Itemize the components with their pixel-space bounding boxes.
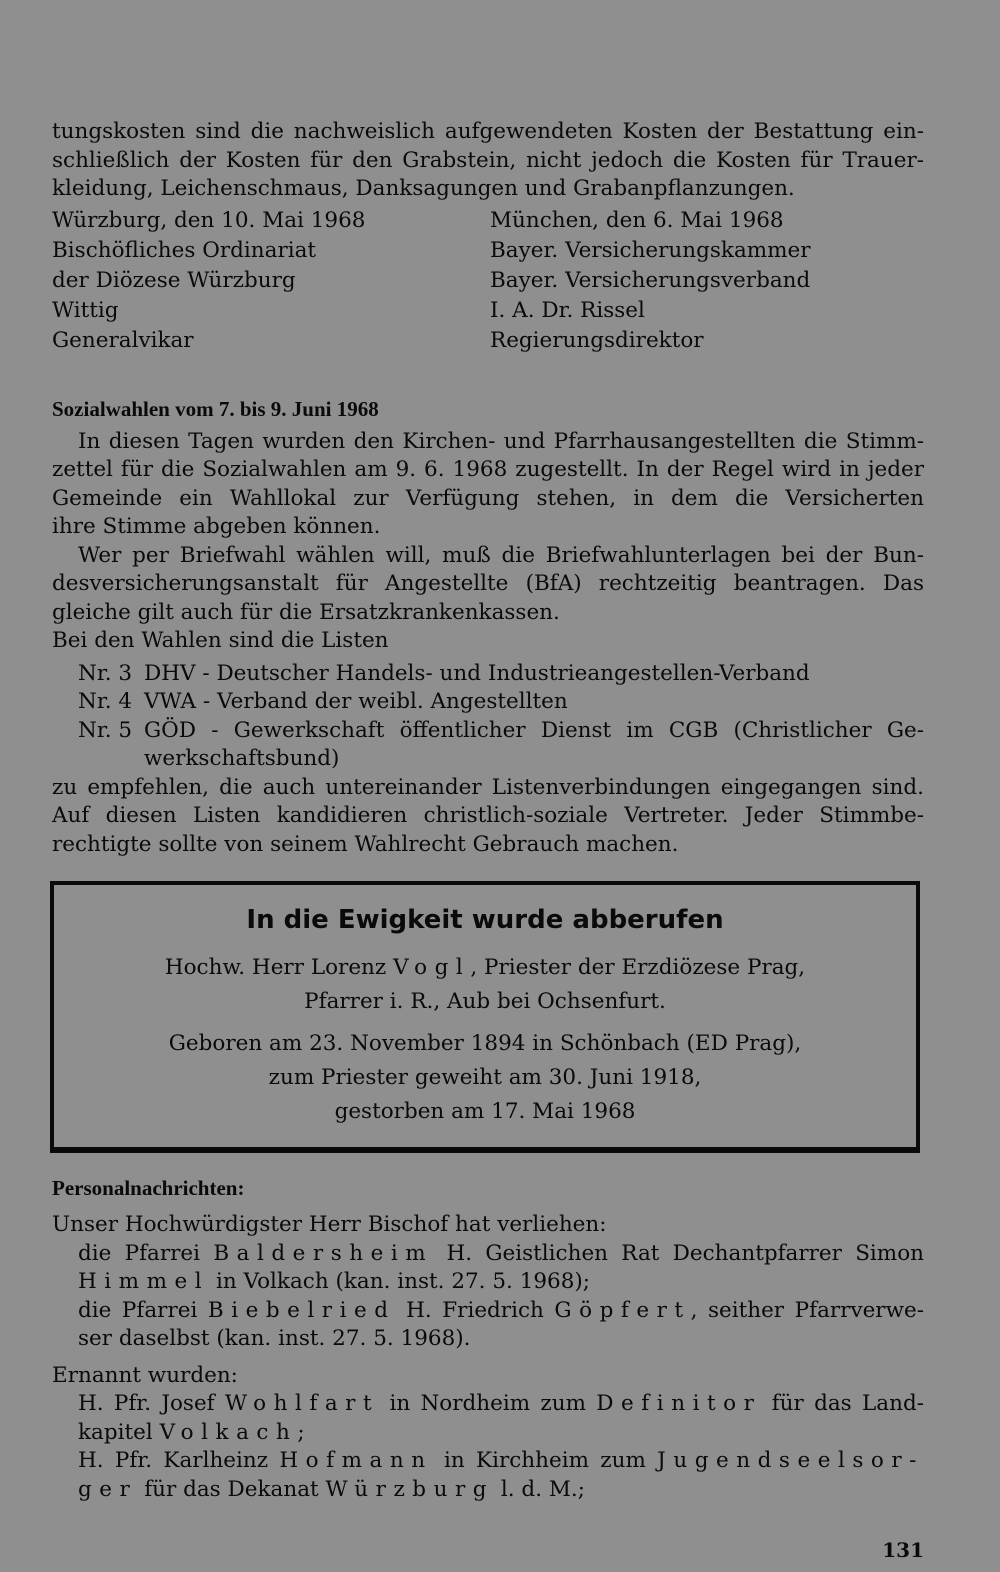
- list-item: [52, 660, 924, 689]
- signature-left-line: Bischöfliches Ordinariat: [52, 237, 317, 263]
- text-line: [78, 1419, 924, 1448]
- list-text: VWA - Verband der weibl. Angestellten: [144, 689, 568, 714]
- place-name: Biebelried: [207, 1297, 396, 1323]
- title-word: Definitor: [596, 1391, 762, 1416]
- obituary-line: Geboren am 23. November 1894 in Schönbach (ED Prag),: [168, 1031, 802, 1056]
- list-number: Nr. 4: [78, 689, 133, 714]
- text-line: [78, 1390, 924, 1419]
- title-word: ger: [78, 1476, 138, 1502]
- text-line: GÖD - Gewerkschaft öffentlicher Dienst im CGB (Christlicher Ge-: [144, 717, 924, 743]
- text-line: [78, 1447, 924, 1476]
- place-name: Baldersheim: [213, 1240, 434, 1266]
- sozialwahlen-closing: [52, 774, 924, 860]
- person-name: Himmel: [78, 1269, 210, 1294]
- text-line: desversicherungsanstalt für Angestellte (BfA) rechtzeitig beantragen. Das: [52, 571, 924, 596]
- list-text: DHV - Deutscher Handels- und Industrieangestellen-Verband: [144, 660, 810, 686]
- signature-left-line: Würzburg, den 10. Mai 1968: [52, 207, 366, 233]
- text: in Nordheim zum: [389, 1391, 586, 1416]
- text: H. Pfr. Karlheinz: [78, 1448, 269, 1473]
- text-line: schließlich der Kosten für den Grabstein, nicht jedoch die Kosten für Trauer-: [52, 147, 924, 173]
- text-line: gleiche gilt auch für die Ersatzkrankenkassen.: [52, 599, 560, 625]
- text-line: zettel für die Sozialwahlen am 9. 6. 1968 zugestellt. In der Regel wird in jeder: [52, 457, 924, 482]
- text: H. Pfr. Josef: [78, 1391, 215, 1416]
- text: die Pfarrei: [78, 1240, 201, 1266]
- signature-right-line: München, den 6. Mai 1968: [490, 207, 784, 233]
- page-number: 131: [882, 1538, 924, 1562]
- text-line: [78, 1240, 924, 1269]
- text: H. Geistlichen Rat Dechantpfarrer Simon: [446, 1240, 924, 1266]
- obituary-line: [54, 951, 916, 985]
- signature-right-line: Regierungsdirektor: [490, 327, 704, 353]
- ernannt-item: [52, 1390, 924, 1447]
- text: , seither Pfarrverwe-: [690, 1297, 924, 1323]
- person-name: Göpfert: [554, 1297, 691, 1323]
- place-name: Würzburg: [325, 1476, 495, 1502]
- sozialwahlen-paragraph-1: [52, 428, 924, 542]
- text-line: In diesen Tagen wurden den Kirchen- und Pfarrhausangestellten die Stimm-: [78, 428, 924, 454]
- text-line: [78, 1297, 924, 1326]
- lists-intro: Bei den Wahlen sind die Listen: [52, 628, 389, 653]
- text-line: kleidung, Leichenschmaus, Danksagungen und Grabanpflanzungen.: [52, 176, 795, 201]
- sozialwahlen-paragraph-2: [52, 542, 924, 628]
- text: kapitel: [78, 1419, 153, 1445]
- text: für das Land-: [771, 1391, 924, 1416]
- text-line: rechtigte sollte von seinem Wahlrecht Gebrauch machen.: [52, 831, 679, 857]
- list-item: [52, 717, 924, 774]
- signature-left-line: der Diözese Würzburg: [52, 267, 296, 293]
- list-item: [52, 688, 924, 717]
- lists: [52, 660, 924, 774]
- spacer: [54, 1019, 916, 1027]
- ernannt-item: [52, 1447, 924, 1504]
- text: H. Friedrich: [406, 1297, 544, 1323]
- person-name: Hofmann: [279, 1448, 433, 1473]
- obituary-title: In die Ewigkeit wurde abberufen: [246, 905, 724, 935]
- list-text: [144, 717, 924, 774]
- text-line: Wer per Briefwahl wählen will, muß die Briefwahlunterlagen bei der Bun-: [78, 542, 924, 568]
- obituary-text: , Priester der Erzdiözese Prag,: [470, 955, 806, 980]
- title-word: Jugendseelsor-: [657, 1448, 924, 1473]
- section-heading-personal: Personalnachrichten:: [52, 1176, 245, 1200]
- obituary-box: [50, 881, 920, 1153]
- text: ;: [297, 1419, 305, 1445]
- place-name: Volkach: [159, 1419, 298, 1445]
- text-line: werkschaftsbund): [144, 746, 340, 771]
- text: die Pfarrei: [78, 1297, 198, 1323]
- text: in Volkach (kan. inst. 27. 5. 1968);: [216, 1269, 591, 1294]
- text-line: Gemeinde ein Wahllokal zur Verfügung stehen, in dem die Versicherten: [52, 485, 924, 511]
- verliehen-item: [52, 1297, 924, 1354]
- signature-right-line: I. A. Dr. Rissel: [490, 297, 645, 323]
- signature-left-line: Generalvikar: [52, 327, 194, 353]
- obituary-line: gestorben am 17. Mai 1968: [334, 1099, 636, 1124]
- obituary-line: zum Priester geweiht am 30. Juni 1918,: [268, 1065, 702, 1090]
- text-line: zu empfehlen, die auch untereinander Listenverbindungen eingegangen sind.: [52, 774, 924, 800]
- text: l. d. M.;: [500, 1476, 585, 1502]
- signature-right-line: Bayer. Versicherungskammer: [490, 237, 811, 263]
- signature-block: [52, 206, 924, 356]
- signature-left-line: Wittig: [52, 297, 119, 323]
- intro-paragraph: [52, 118, 924, 204]
- text-line: [78, 1476, 924, 1505]
- text: in Kirchheim zum: [443, 1448, 646, 1473]
- obituary-text: Hochw. Herr Lorenz: [164, 955, 387, 980]
- text-line: Auf diesen Listen kandidieren christlich-soziale Vertreter. Jeder Stimmbe-: [52, 803, 924, 828]
- section-heading-sozialwahlen: Sozialwahlen vom 7. bis 9. Juni 1968: [52, 396, 379, 421]
- verliehen-item: [52, 1240, 924, 1297]
- ernannt-intro: Ernannt wurden:: [52, 1362, 238, 1388]
- person-name: Wohlfart: [224, 1391, 380, 1416]
- text-line: ser daselbst (kan. inst. 27. 5. 1968).: [78, 1326, 471, 1351]
- text-line: tungskosten sind die nachweislich aufgewendeten Kosten der Bestattung ein-: [52, 119, 924, 144]
- text-line: ihre Stimme abgeben können.: [52, 514, 381, 539]
- list-number: Nr. 5: [78, 717, 133, 743]
- obituary-name: Vogl: [393, 955, 471, 980]
- text: für das Dekanat: [144, 1476, 319, 1502]
- obituary-line: Pfarrer i. R., Aub bei Ochsenfurt.: [304, 989, 666, 1014]
- list-number: Nr. 3: [78, 660, 133, 686]
- signature-right-line: Bayer. Versicherungsverband: [490, 267, 811, 293]
- verliehen-intro: Unser Hochwürdigster Herr Bischof hat verliehen:: [52, 1212, 607, 1237]
- page-body: [52, 118, 924, 1504]
- text-line: [78, 1268, 924, 1297]
